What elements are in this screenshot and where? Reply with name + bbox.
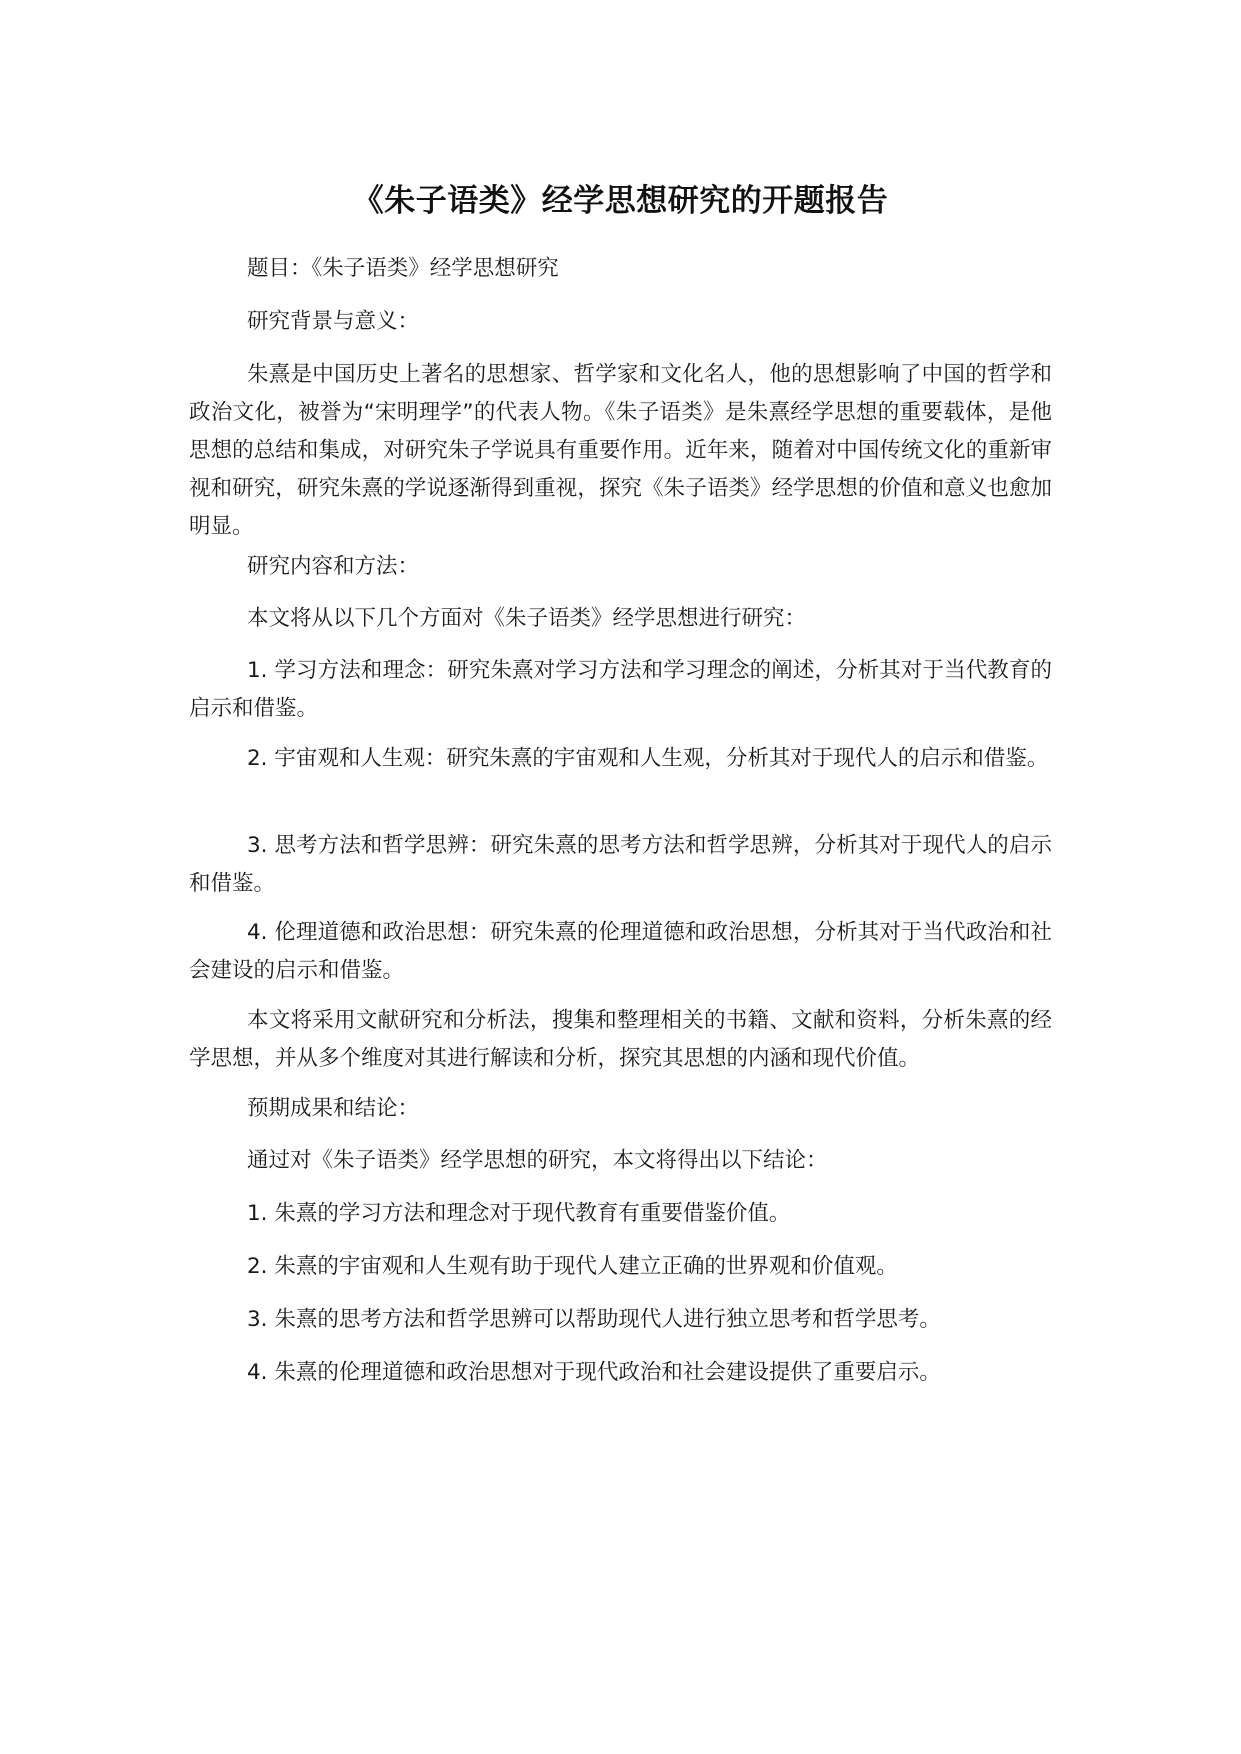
document-title: 《朱子语类》经学思想研究的开题报告 <box>352 183 889 219</box>
result-heading: 预期成果和结论： <box>247 1096 420 1121</box>
background-paragraph: 朱熹是中国历史上著名的思想家、哲学家和文化名人，他的思想影响了中国的哲学和政治文化，被誉为“宋明理学”的代表人物。《朱子语类》是朱熹经学思想的重要载体，是他思想的总结和集成，对研究朱子学说具有重要作用。近年来，随着对中国传统文化的重新审视和研究，研究朱熹的学说逐渐得到重视，探究《朱子语类》经学思想的价值和意义也愈加明显。 <box>189 362 1052 539</box>
content-item-4: 4. 伦理道德和政治思想：研究朱熹的伦理道德和政治思想，分析其对于当代政治和社会建设的启示和借鉴。 <box>189 920 1052 983</box>
content-heading: 研究内容和方法： <box>247 554 420 579</box>
result-item-3: 3. 朱熹的思考方法和哲学思辨可以帮助现代人进行独立思考和哲学思考。 <box>247 1307 941 1332</box>
result-intro: 通过对《朱子语类》经学思想的研究，本文将得出以下结论： <box>247 1148 828 1173</box>
result-item-2: 2. 朱熹的宇宙观和人生观有助于现代人建立正确的世界观和价值观。 <box>247 1254 898 1279</box>
result-item-1: 1. 朱熹的学习方法和理念对于现代教育有重要借鉴价值。 <box>247 1201 791 1226</box>
topic-line: 题目：《朱子语类》经学思想研究 <box>247 256 559 281</box>
content-item-1: 1. 学习方法和理念：研究朱熹对学习方法和学习理念的阐述，分析其对于当代教育的启示和借鉴。 <box>189 658 1052 721</box>
method-paragraph: 本文将采用文献研究和分析法，搜集和整理相关的书籍、文献和资料，分析朱熹的经学思想，并从多个维度对其进行解读和分析，探究其思想的内涵和现代价值。 <box>189 1008 1052 1071</box>
content-item-2: 2. 宇宙观和人生观：研究朱熹的宇宙观和人生观，分析其对于现代人的启示和借鉴。 <box>247 746 1049 771</box>
result-item-4: 4. 朱熹的伦理道德和政治思想对于现代政治和社会建设提供了重要启示。 <box>247 1360 941 1385</box>
content-item-3: 3. 思考方法和哲学思辨：研究朱熹的思考方法和哲学思辨，分析其对于现代人的启示和借鉴。 <box>189 833 1052 896</box>
background-heading: 研究背景与意义： <box>247 309 420 334</box>
content-intro: 本文将从以下几个方面对《朱子语类》经学思想进行研究： <box>247 606 807 631</box>
